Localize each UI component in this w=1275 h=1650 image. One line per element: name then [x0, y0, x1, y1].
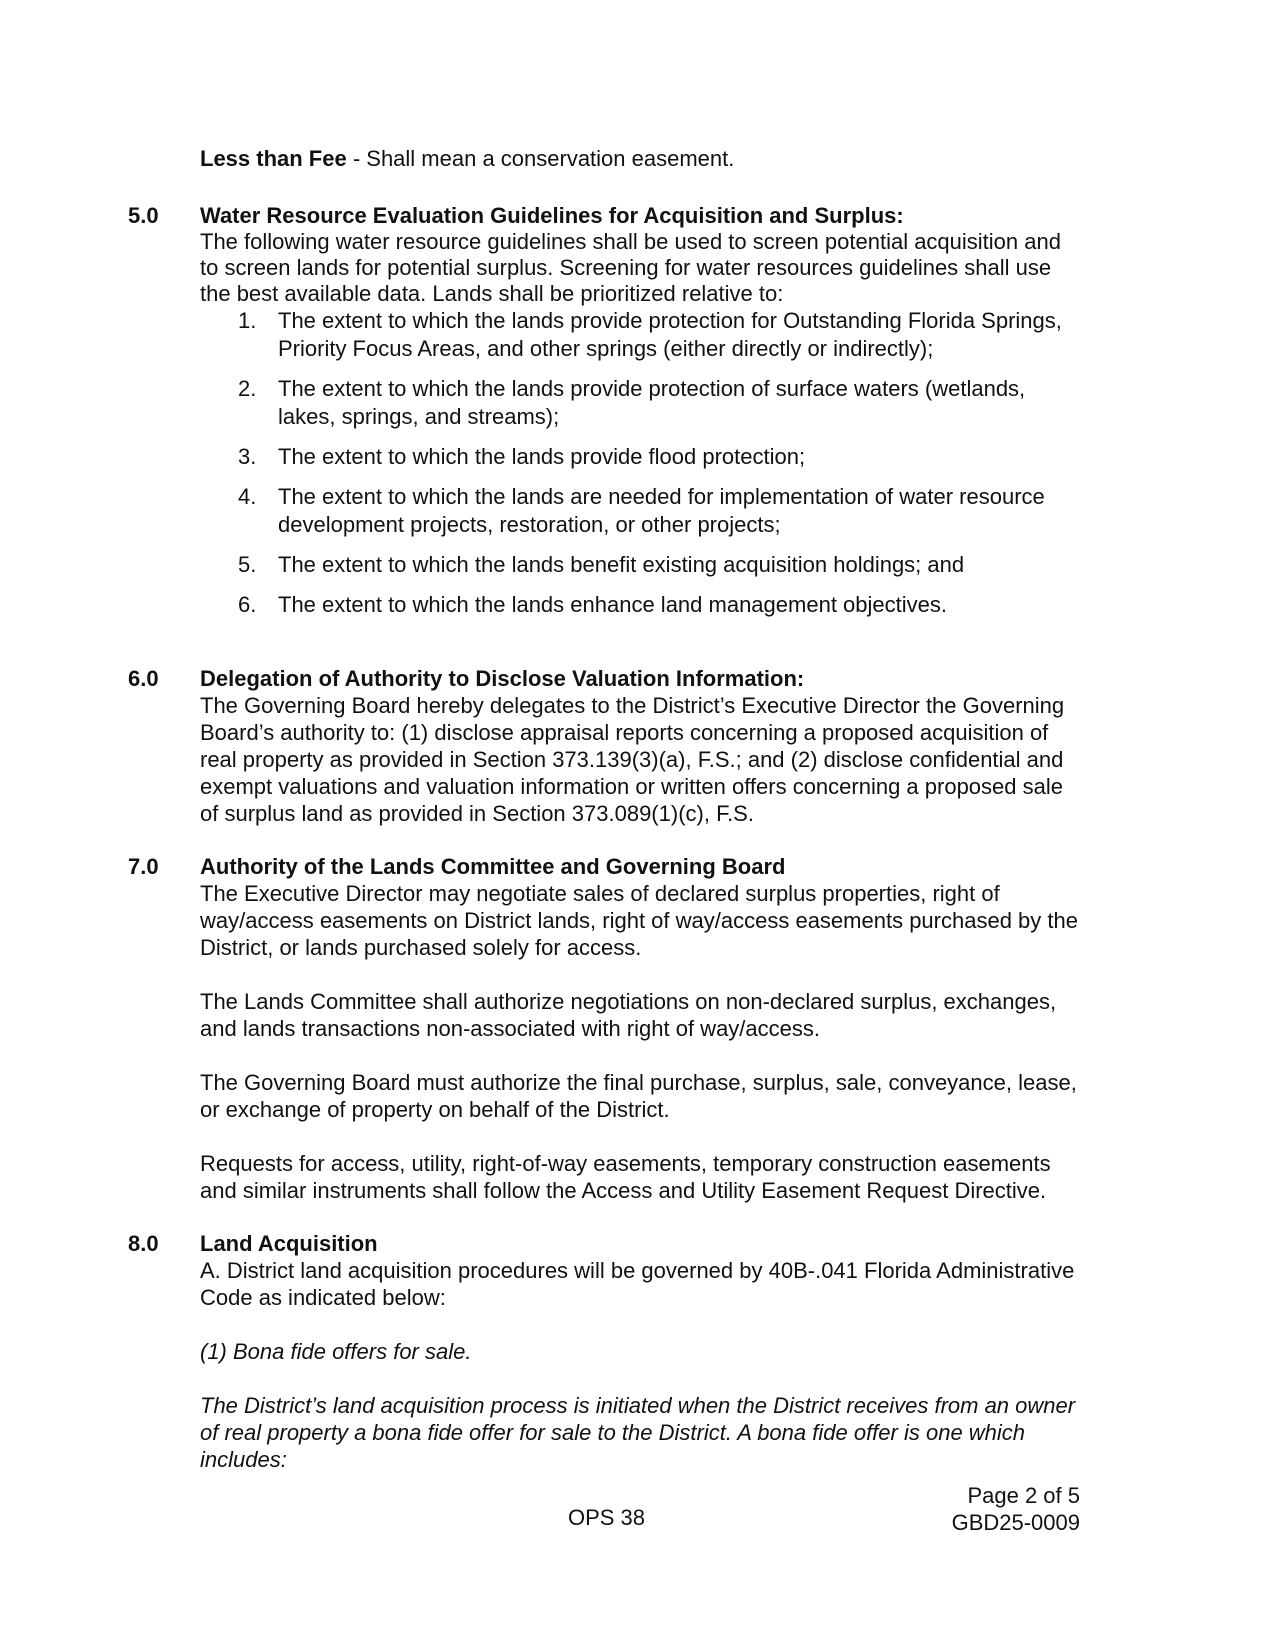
section-8-body [200, 1230, 1085, 1473]
section-6-body [200, 665, 1085, 827]
section-6 [128, 665, 1085, 827]
section-6-title: Delegation of Authority to Disclose Valuation Information: [200, 666, 805, 691]
definition-term: Less than Fee [200, 146, 347, 171]
footer-ops-label: OPS 38 [567, 1505, 646, 1530]
paragraph: The Executive Director may negotiate sales of declared surplus properties, right of way/access easements on District lands, right of way/access easements purchased by the District, or lands purchased solely for access. [200, 881, 1078, 960]
paragraph: The Lands Committee shall authorize negotiations on non-declared surplus, exchanges, and lands transactions non-associated with right of way/access. [200, 989, 1057, 1041]
footer-page-number: Page 2 of 5 [967, 1483, 1080, 1508]
definition-text: - Shall mean a conservation easement. [346, 146, 735, 171]
document-body [128, 123, 1085, 1473]
list-item: The extent to which the lands benefit existing acquisition holdings; and [278, 552, 965, 577]
section-7 [128, 853, 1085, 1204]
list-item: The extent to which the lands provide protection for Outstanding Florida Springs, Priority Focus Areas, and other springs (either directly or indirectly); [278, 308, 1062, 361]
section-6-number: 6.0 [128, 666, 159, 691]
paragraph: The Governing Board must authorize the final purchase, surplus, sale, conveyance, lease, or exchange of property on behalf of the District. [200, 1070, 1077, 1122]
definition-less-than-fee [200, 145, 1085, 172]
section-8-title: Land Acquisition [200, 1231, 378, 1256]
list-item: The extent to which the lands are needed for implementation of water resource development projects, restoration, or other projects; [278, 484, 1045, 537]
italic-paragraph: The District’s land acquisition process is initiated when the District receives from an owner of real property a bona fide offer for sale to the District. A bona fide offer is one which includes: [200, 1393, 1076, 1472]
section-7-title: Authority of the Lands Committee and Governing Board [200, 854, 786, 879]
section-7-body [200, 853, 1085, 1204]
section-8-number: 8.0 [128, 1231, 159, 1256]
list-item: The extent to which the lands enhance land management objectives. [278, 592, 947, 617]
section-5-body [200, 202, 1085, 619]
paragraph: Requests for access, utility, right-of-way easements, temporary construction easements and similar instruments shall follow the Access and Utility Easement Request Directive. [200, 1151, 1051, 1203]
section-8 [128, 1230, 1085, 1473]
section-5 [128, 202, 1085, 619]
section-5-title: Water Resource Evaluation Guidelines for Acquisition and Surplus: [200, 203, 904, 228]
paragraph: A. District land acquisition procedures will be governed by 40B-.041 Florida Administrative Code as indicated below: [200, 1258, 1075, 1310]
section-5-number: 5.0 [128, 203, 159, 228]
paragraph: The Governing Board hereby delegates to the District’s Executive Director the Governing Board’s authority to: (1) disclose appraisal reports concerning a proposed acquisition of real property as provided in Section 373.139(3)(a), F.S.; and (2) disclose confidential and exempt valuations and valuation information or written offers concerning a proposed sale of surplus land as provided in Section 373.089(1)(c), F.S. [200, 693, 1065, 826]
footer-doc-code: GBD25-0009 [951, 1510, 1080, 1535]
guidelines-list [200, 307, 1085, 619]
section-7-number: 7.0 [128, 854, 159, 879]
list-item: The extent to which the lands provide protection of surface waters (wetlands, lakes, springs, and streams); [278, 376, 1026, 429]
italic-paragraph: (1) Bona fide offers for sale. [200, 1339, 472, 1364]
list-item: The extent to which the lands provide flood protection; [278, 444, 806, 469]
section-5-intro: The following water resource guidelines shall be used to screen potential acquisition and to screen lands for potential surplus. Screening for water resources guidelines shall use the best available data. Lands shall be prioritized relative to: [200, 229, 1061, 306]
